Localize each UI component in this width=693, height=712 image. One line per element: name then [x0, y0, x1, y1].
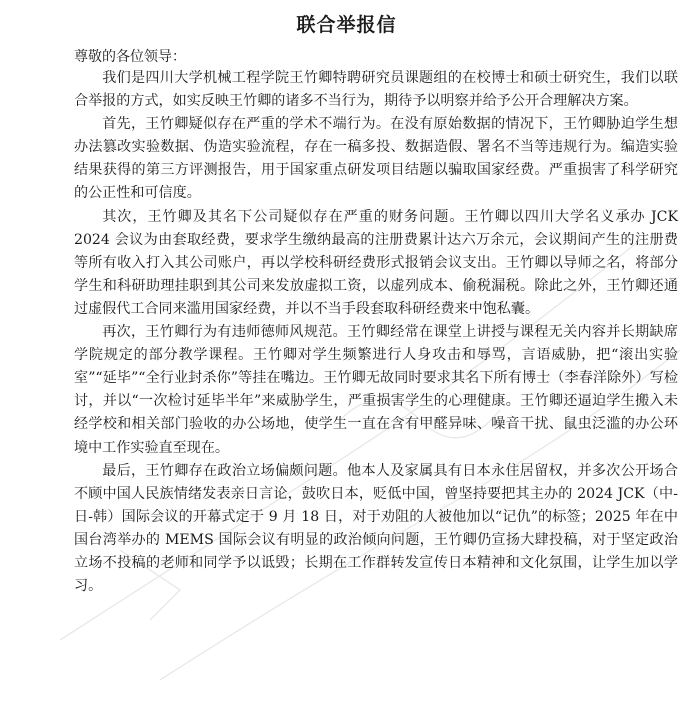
paragraph-academic-misconduct: 首先，王竹卿疑似存在严重的学术不端行为。在没有原始数据的情况下，王竹卿胁迫学生想办法篡改实验数据、伪造实验流程，存在一稿多投、数据造假、署名不当等违规行为。编造实验结果获得的第三方评测报告，用于国家重点研发项目结题以骗取国家经费。严重损害了科学研究的公正性和可信度。: [74, 116, 678, 202]
letter-body: [74, 67, 678, 598]
paragraph-financial-issues: 其次，王竹卿及其名下公司疑似存在严重的财务问题。王竹卿以四川大学名义承办 JCK 2024 会议为由套取经费，要求学生缴纳最高的注册费累计达六万余元，会议期间产生的注册费等所有收入打入其公司账户，再以学校科研经费形式报销会议支出。王竹卿以导师之名，将部分学生和科研助理挂职到其公司来发放虚拟工资，以虚列成本、偷税漏税。除此之外，王竹卿还通过虚假代工合同来滥用国家经费，并以不当手段套取科研经费来中饱私囊。: [74, 208, 678, 317]
letter-title: 联合举报信: [296, 14, 397, 36]
paragraph-ethics-violations: 再次，王竹卿行为有违师德师风规范。王竹卿经常在课堂上讲授与课程无关内容并长期缺席学院规定的部分教学课程。王竹卿对学生频繁进行人身攻击和辱骂，言语威胁，把“滚出实验室”“延毕”“全行业封杀你”等挂在嘴边。王竹卿无故同时要求其名下所有博士（李春洋除外）写检讨，并以“一次检讨延毕半年”来威胁学生，严重损害学生的心理健康。王竹卿还逼迫学生搬入未经学校和相关部门验收的办公场地，使学生一直在含有甲醛异味、噪音干扰、鼠虫泛滥的办公环境中工作实验直至现在。: [74, 324, 678, 456]
paragraph-intro: 我们是四川大学机械工程学院王竹卿特聘研究员课题组的在校博士和硕士研究生，我们以联合举报的方式，如实反映王竹卿的诸多不当行为，期待予以明察并给予公开合理解决方案。: [74, 70, 678, 110]
greeting: 尊敬的各位领导：: [74, 49, 186, 65]
paragraph-political-stance: 最后，王竹卿存在政治立场偏颇问题。他本人及家属具有日本永住居留权，并多次公开场合不顾中国人民族情绪发表亲日言论，鼓吹日本，贬低中国，曾坚持要把其主办的 2024 JCK（中-日-韩）国际会议的开幕式定于 9 月 18 日，对于劝阻的人被他加以“记仇”的标签；2025 年在中国台湾举办的 MEMS 国际会议有明显的政治倾向问题，王竹卿仍宣扬大肆投稿，对于坚定政治立场不投稿的老师和同学予以诋毁；长期在工作群转发宣传日本精神和文化氛围，让学生加以学习。: [74, 462, 678, 595]
